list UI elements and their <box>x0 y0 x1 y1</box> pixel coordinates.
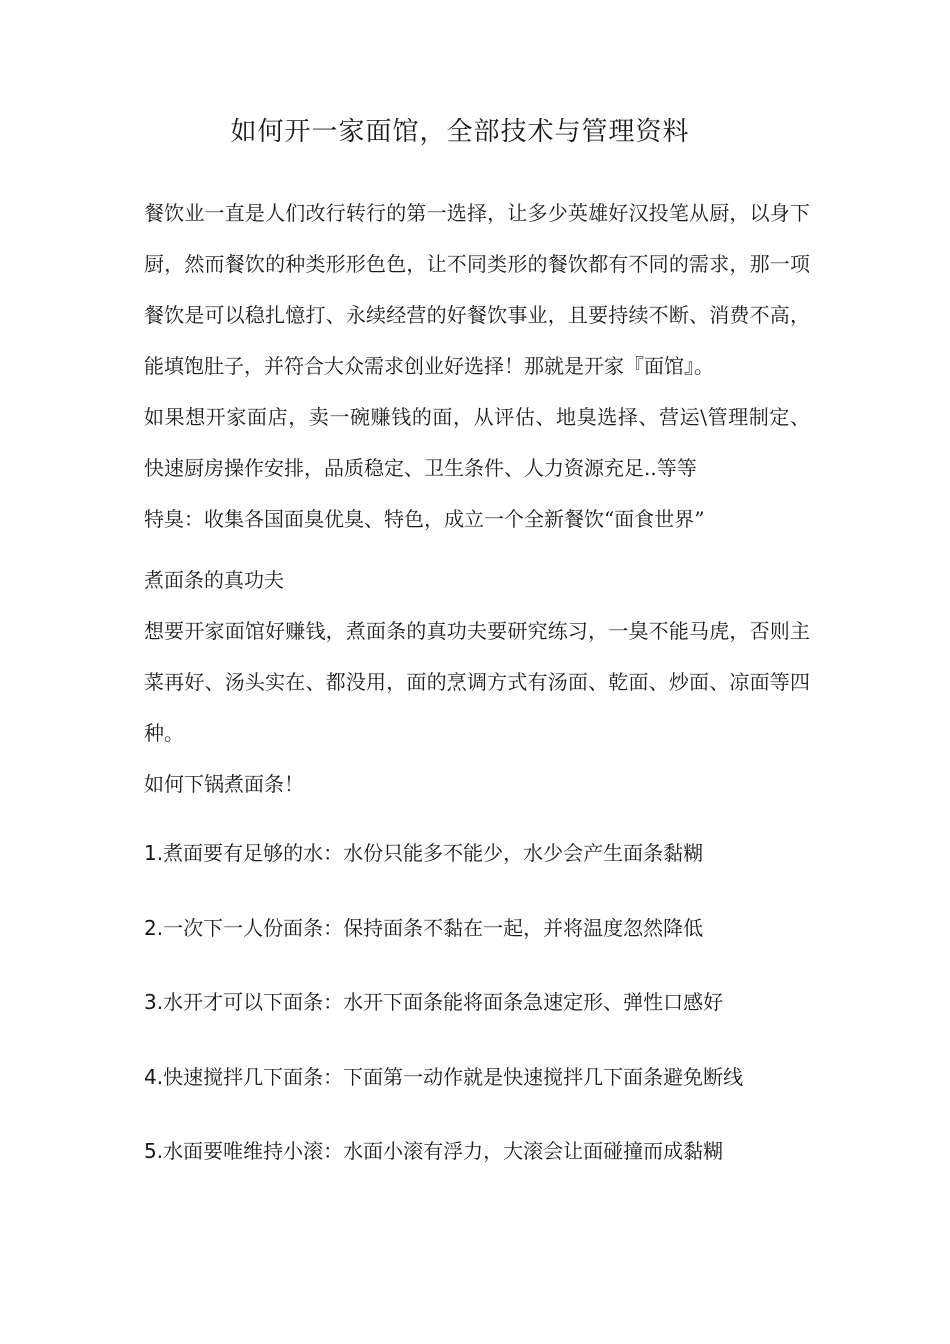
list-item-text: 一次下一人份面条：保持面条不黏在一起，并将温度忽然降低 <box>163 915 704 940</box>
list-item-number: 1. <box>144 841 164 865</box>
list-item-number: 3. <box>144 990 164 1014</box>
section-heading: 煮面条的真功夫 <box>144 568 284 592</box>
list-item-text: 煮面要有足够的水：水份只能多不能少，水少会产生面条黏糊 <box>163 841 704 865</box>
tips-list <box>144 828 810 1201</box>
list-heading: 如何下锅煮面条！ <box>144 772 304 796</box>
list-item <box>144 903 810 978</box>
spacer <box>144 810 810 828</box>
list-item-text: 水面要唯维持小滚：水面小滚有浮力，大滚会让面碰撞而成黏糊 <box>163 1139 724 1163</box>
list-item-text: 快速搅拌几下面条：下面第一动作就是快速搅拌几下面条避免断线 <box>163 1064 744 1089</box>
list-item-number: 5. <box>144 1139 164 1163</box>
list-item-text: 水开才可以下面条：水开下面条能将面条急速定形、弹性口感好 <box>163 990 724 1014</box>
list-item-number: 4. <box>144 1064 164 1089</box>
list-item <box>144 977 810 1052</box>
list-item <box>144 1052 810 1127</box>
spacer <box>144 545 810 555</box>
document-body <box>144 188 810 1201</box>
intro-paragraph: 餐饮业一直是人们改行转行的第一选择，让多少英雄好汉投笔从厨，以身下厨，然而餐饮的种类形形色色，让不同类形的餐饮都有不同的需求，那一项餐饮是可以稳扎憶打、永续经营的好餐饮事业，且要持续不断、消费不高，能填饱肚子，并符合大众需求创业好选择！那就是开家『面馆』。 <box>144 201 810 378</box>
intro-paragraph: 特臭：收集各国面臭优臭、特色，成立一个全新餐饮“面食世界” <box>144 507 705 531</box>
list-item <box>144 1126 810 1201</box>
list-item-number: 2. <box>144 915 164 940</box>
document-title: 如何开一家面馆，全部技术与管理资料 <box>230 117 690 147</box>
intro-paragraph: 如果想开家面店，卖一碗赚钱的面，从评估、地臭选择、营运\管理制定、快速厨房操作安排，品质稳定、卫生条件、人力资源充足..等等 <box>144 405 810 480</box>
list-item <box>144 828 810 903</box>
section-paragraph: 想要开家面馆好赚钱，煮面条的真功夫要研究练习，一臭不能马虎，否则主菜再好、汤头实在、都没用，面的烹调方式有汤面、乾面、炒面、凉面等四种。 <box>144 619 810 745</box>
